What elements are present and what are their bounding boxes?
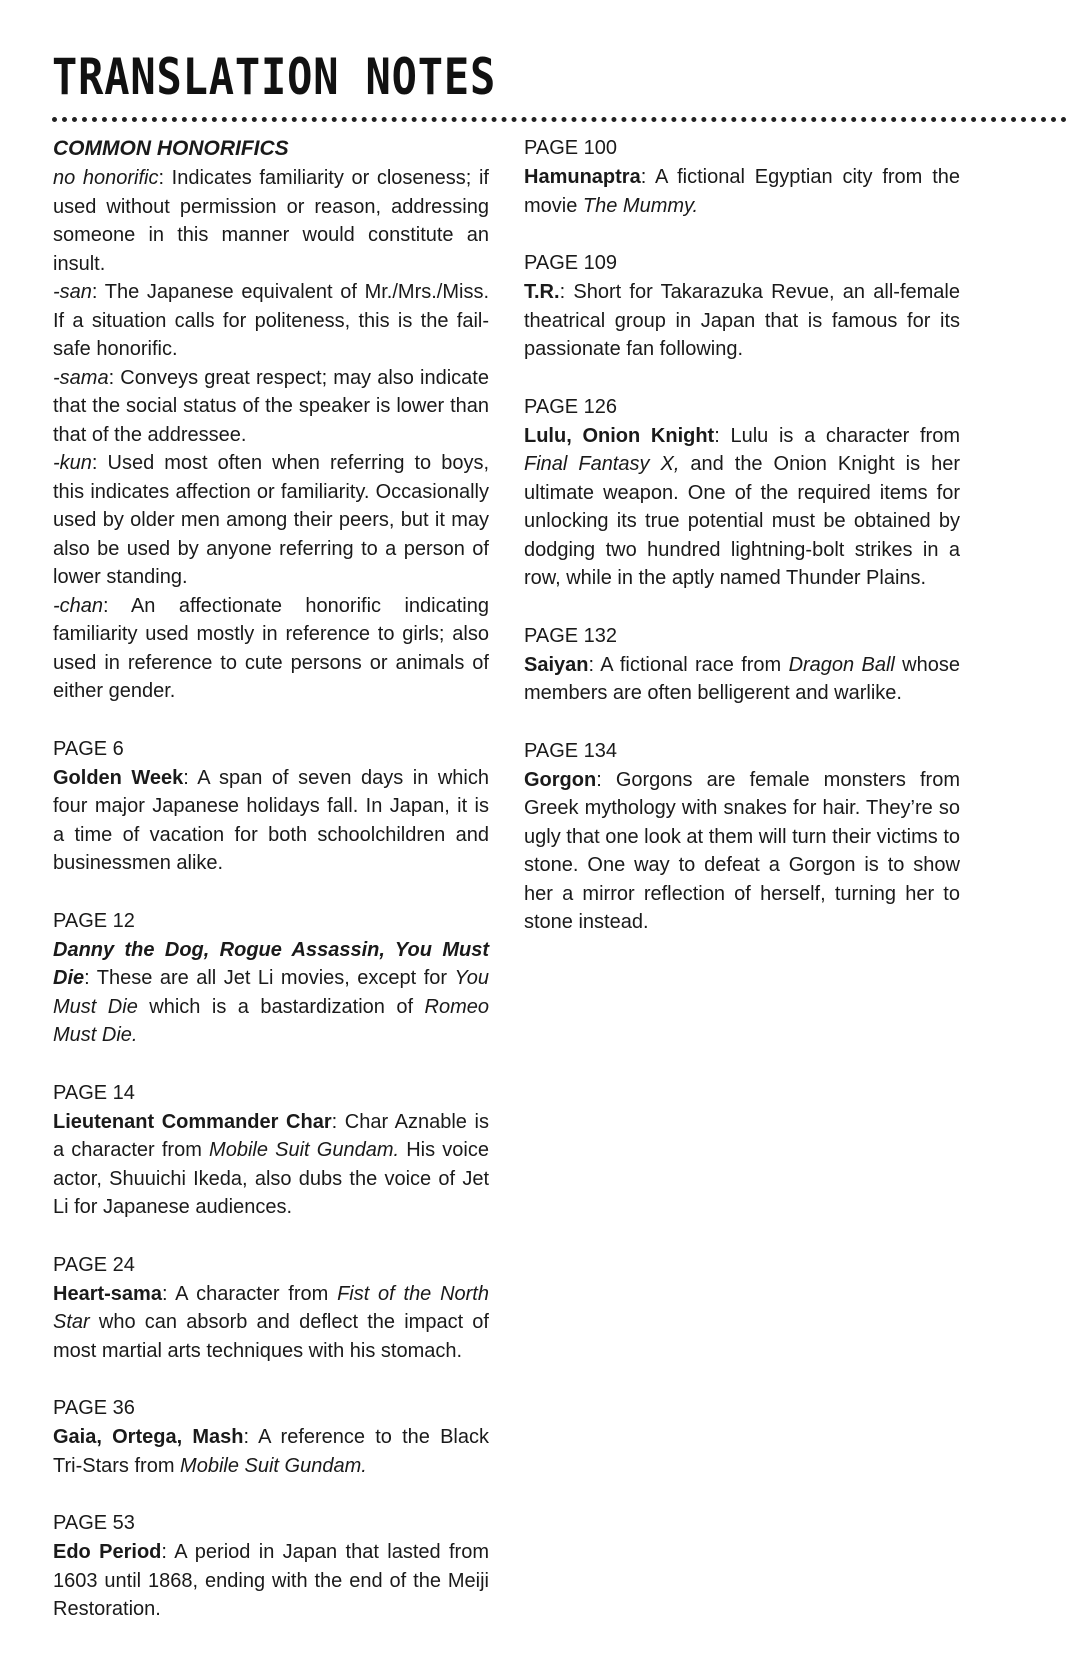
page-label: PAGE 100 — [524, 137, 618, 159]
note-body: : A reference to the Black Tri-Stars from — [53, 1426, 495, 1477]
note-title: Romeo Must Die. — [53, 995, 490, 1046]
note-text — [53, 1108, 495, 1222]
note-body: and the Onion Knight is her ultimate weapon. One of the required items for unlocking its true potential must be obtained by dodging two hundred lightning-bolt strikes in a row, while in the aptly named Thunder Plains. — [524, 453, 966, 589]
right-column — [524, 134, 966, 966]
note-body: : These are all Jet Li movies, except for — [84, 967, 455, 989]
note-term: Golden Week — [53, 766, 184, 789]
note-body: : Lulu is a character from — [714, 424, 966, 447]
note-text — [53, 1280, 495, 1366]
note-page-109 — [524, 249, 960, 364]
note-body: : A fictional Egyptian city from the movie — [524, 166, 966, 217]
note-title: You Must Die — [53, 967, 489, 1018]
honorific-term: -san — [53, 281, 92, 303]
note-page-6 — [53, 735, 489, 878]
note-body: : Gorgons are female monsters from Greek mythology with snakes for hair. They’re so ugly that one look at them will turn their victims to stone. One way to defeat a Gorgon is to show her a mirror reflection of herself, turning her to stone instead. — [524, 768, 960, 933]
page-label: PAGE 132 — [524, 624, 618, 647]
honorific-text: : An affectionate honorific indicating familiarity used mostly in reference to girls; also used in reference to cute persons or animals of either gender. — [53, 594, 489, 702]
note-term: Saiyan — [524, 653, 589, 676]
note-page-126 — [524, 393, 966, 593]
note-text — [53, 764, 489, 878]
note-term: Gaia, Ortega, Mash — [53, 1426, 244, 1448]
page-title: TRANSLATION NOTES — [52, 48, 497, 106]
note-text — [524, 163, 966, 220]
note-term: T.R. — [524, 281, 560, 303]
note-text — [524, 278, 960, 364]
note-title: Mobile Suit Gundam. — [209, 1139, 400, 1161]
note-body: : Short for Takarazuka Revue, an all-female theatrical group in Japan that is famous for its passionate fan following. — [524, 281, 960, 360]
page-label: PAGE 14 — [53, 1081, 135, 1104]
note-page-132 — [524, 622, 966, 708]
note-text — [524, 651, 966, 708]
page-label: PAGE 24 — [53, 1253, 135, 1276]
note-body: : Char Aznable is a character from — [53, 1110, 495, 1161]
note-text — [53, 1423, 495, 1480]
page-label: PAGE 134 — [524, 739, 618, 762]
honorific-entry — [53, 278, 489, 364]
left-column — [53, 134, 495, 1653]
honorific-term: -kun — [53, 452, 92, 474]
honorifics-section — [53, 134, 489, 706]
dotted-divider — [52, 117, 1067, 122]
note-term: Heart-sama — [53, 1282, 162, 1305]
note-title: Dragon Ball — [788, 653, 895, 676]
honorific-term: -chan — [53, 594, 104, 617]
page-label: PAGE 109 — [524, 252, 618, 274]
honorific-entry — [53, 449, 489, 592]
honorific-entry — [53, 364, 489, 450]
honorific-entry — [53, 164, 489, 278]
honorific-term: -sama — [53, 366, 109, 389]
note-body: His voice actor, Shuuichi Ikeda, also dubs the voice of Jet Li for Japanese audiences. — [53, 1139, 495, 1218]
note-title: The Mummy. — [582, 194, 699, 217]
note-title: Final Fantasy X, — [524, 453, 680, 475]
note-body: : A span of seven days in which four major Japanese holidays fall. In Japan, it is a time of vacation for both schoolchildren and businessmen alike. — [53, 766, 489, 874]
page-label: PAGE 12 — [53, 909, 135, 932]
note-title: Fist of the North Star — [53, 1282, 489, 1333]
note-term: Lieutenant Commander Char — [53, 1110, 332, 1133]
honorific-entry — [53, 592, 489, 706]
note-term: Gorgon — [524, 768, 597, 791]
note-page-14 — [53, 1079, 495, 1222]
page-label: PAGE 126 — [524, 395, 618, 418]
note-page-134 — [524, 737, 960, 937]
note-page-53 — [53, 1509, 489, 1624]
honorific-text: : Indicates familiarity or closeness; if used without permission or reason, addressing someone in this manner would constitute an insult. — [53, 167, 489, 275]
note-term: Hamunaptra — [524, 166, 641, 188]
honorific-term: no honorific — [53, 167, 159, 189]
page-label: PAGE 6 — [53, 737, 124, 760]
note-body: : A fictional race from — [588, 653, 789, 676]
note-page-24 — [53, 1251, 495, 1366]
note-body: whose members are often belligerent and warlike. — [524, 653, 966, 704]
note-term: Danny the Dog, Rogue Assassin, You Must Die — [53, 938, 489, 989]
note-text — [524, 422, 966, 593]
honorifics-heading: COMMON HONORIFICS — [53, 137, 289, 160]
honorific-text: : Used most often when referring to boys, this indicates affection or familiarity. Occasionally used by older men among their peers, but it may also be used by anyone referring to a person of lower standing. — [53, 452, 489, 588]
page-label: PAGE 36 — [53, 1397, 135, 1419]
honorific-text: : Conveys great respect; may also indicate that the social status of the speaker is lower than that of the addressee. — [53, 366, 489, 446]
note-term: Lulu, Onion Knight — [524, 424, 715, 447]
note-body: : A period in Japan that lasted from 1603 until 1868, ending with the end of the Meiji Restoration. — [53, 1541, 489, 1620]
note-title: Mobile Suit Gundam. — [180, 1454, 367, 1477]
note-body: which is a bastardization of — [137, 995, 425, 1018]
note-body: : A character from — [161, 1282, 338, 1305]
note-body: who can absorb and deflect the impact of most martial arts techniques with his stomach. — [53, 1311, 495, 1362]
note-text — [53, 1538, 489, 1624]
note-term: Edo Period — [53, 1541, 162, 1563]
page-label: PAGE 53 — [53, 1512, 135, 1534]
honorific-text: : The Japanese equivalent of Mr./Mrs./Miss. If a situation calls for politeness, this is the fail-safe honorific. — [53, 281, 489, 360]
note-page-100 — [524, 134, 966, 220]
note-page-36 — [53, 1394, 495, 1480]
note-text — [53, 936, 489, 1050]
note-text — [524, 766, 960, 937]
note-page-12 — [53, 907, 489, 1050]
